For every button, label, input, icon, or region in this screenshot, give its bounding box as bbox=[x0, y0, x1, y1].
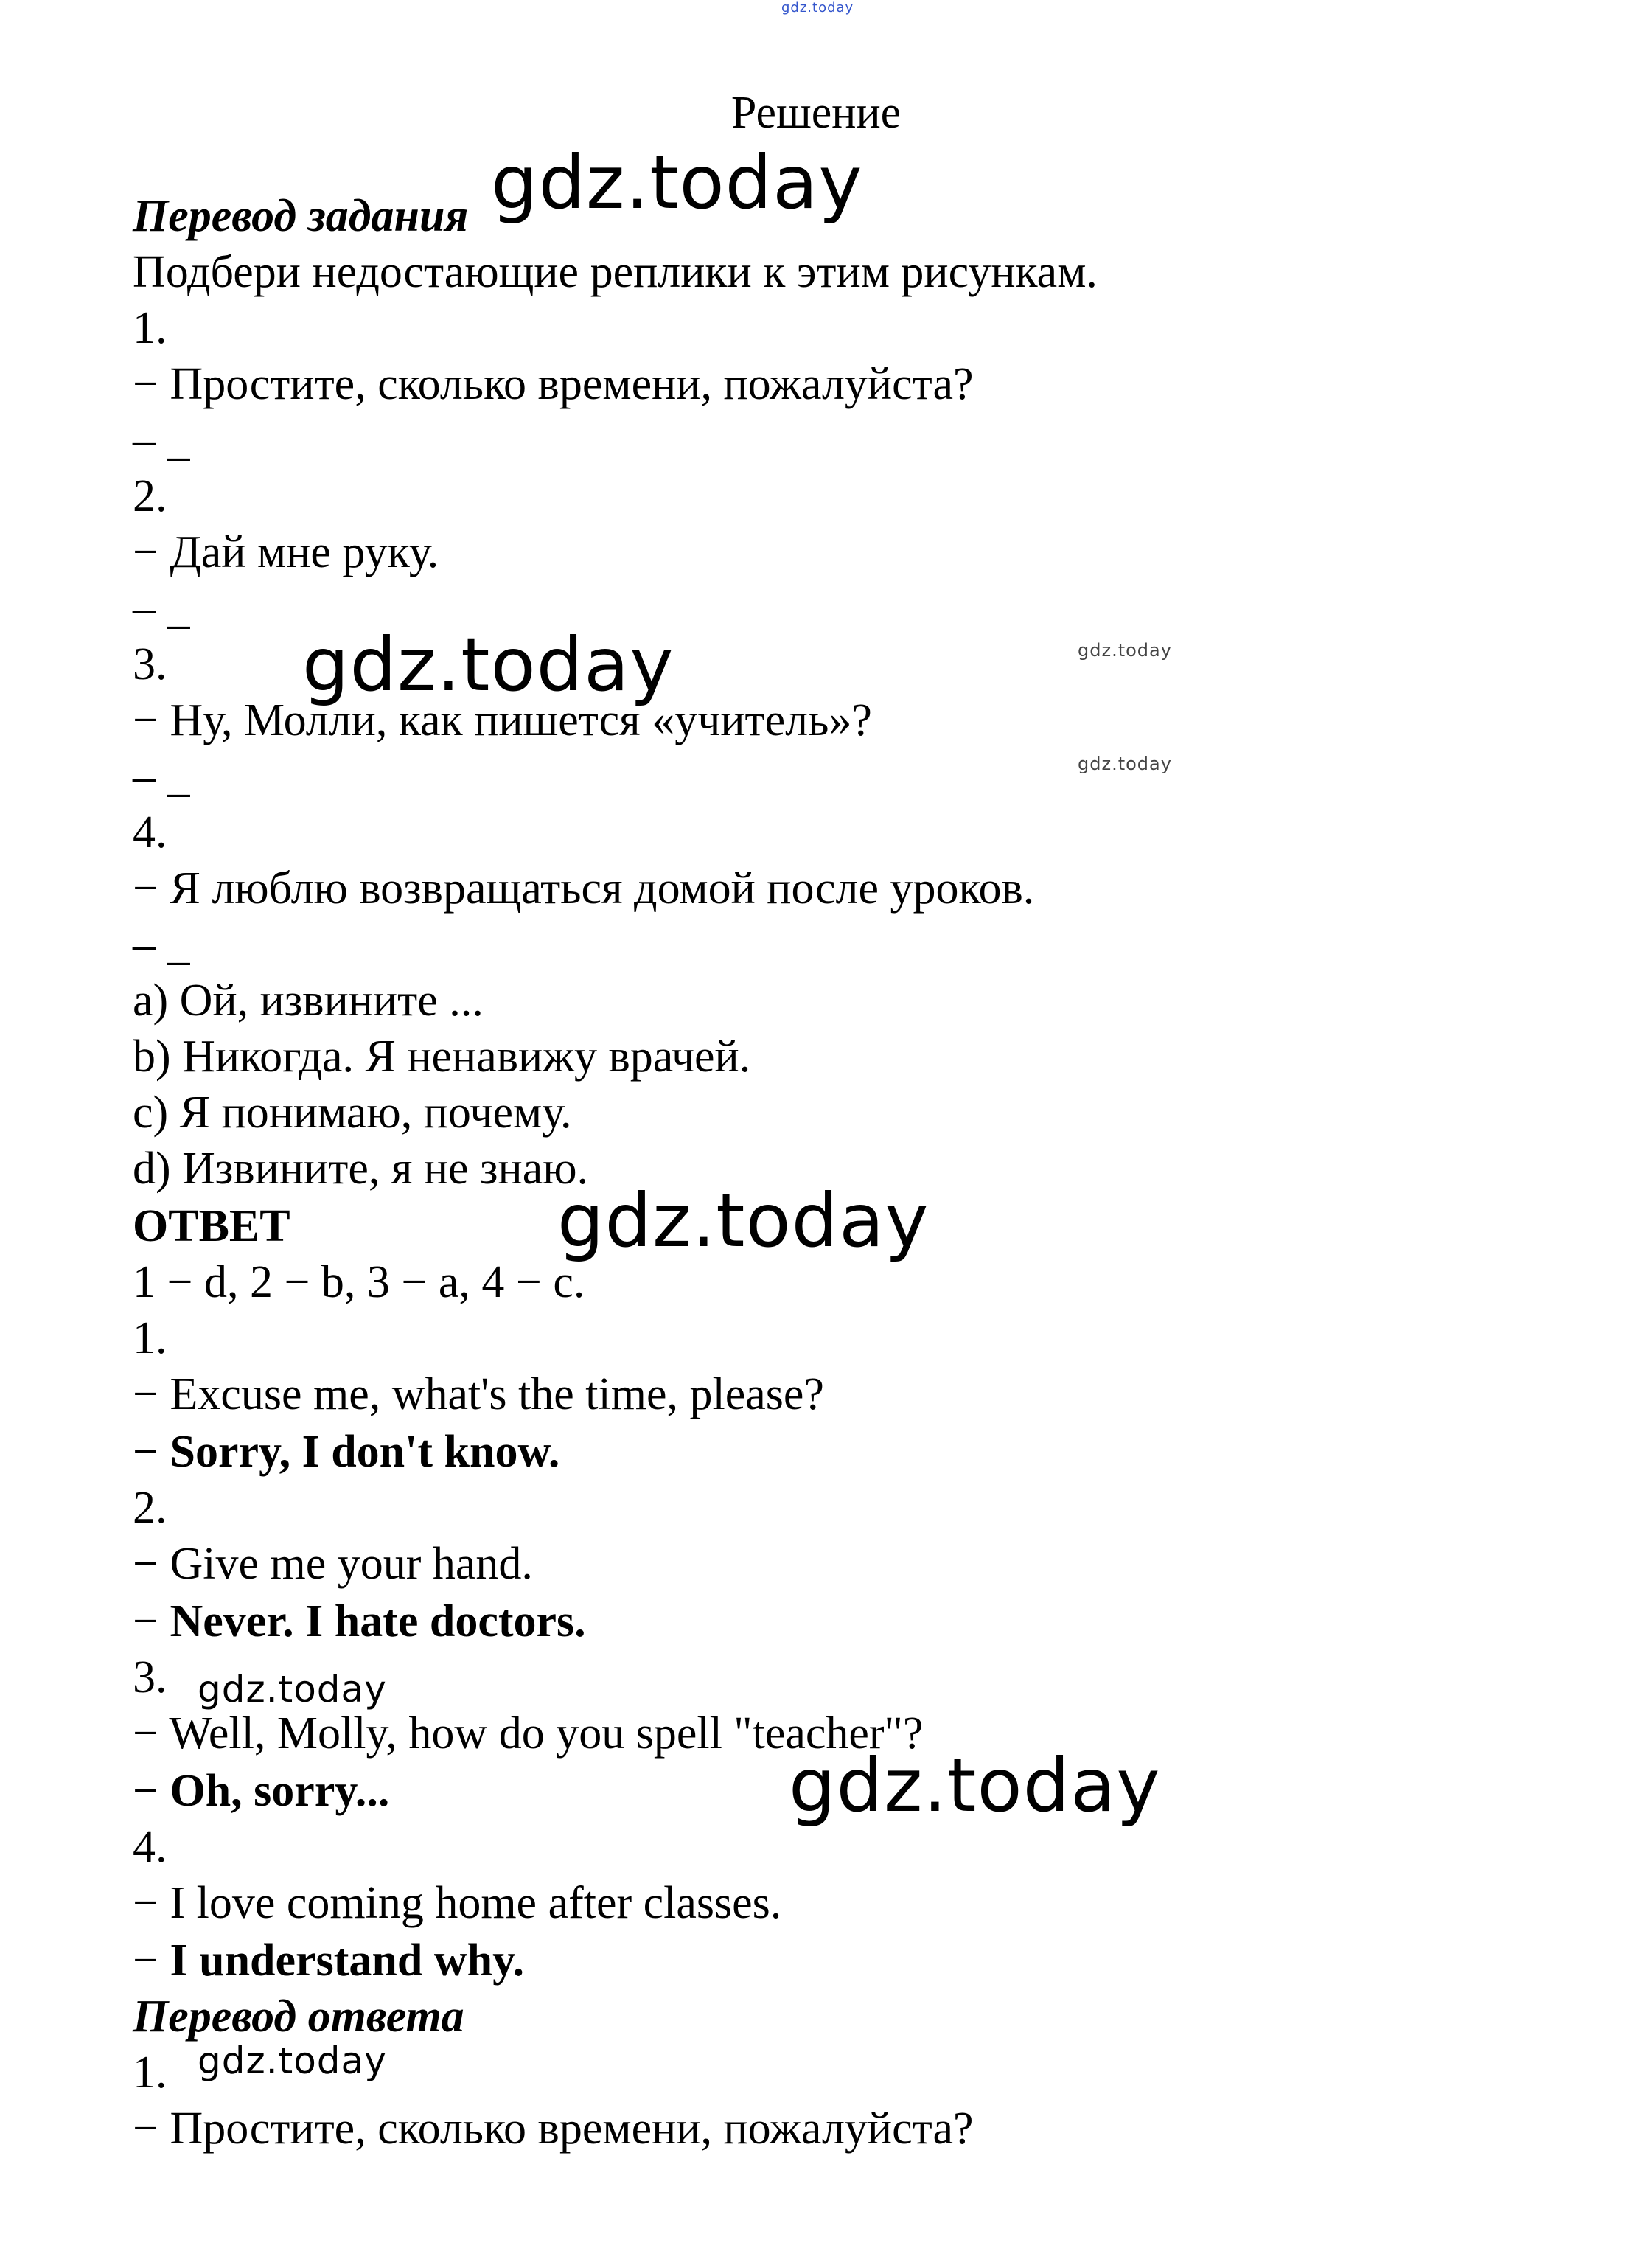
answer-dialog-3-reply-line bbox=[133, 1768, 389, 1814]
watermark-top: gdz.today bbox=[781, 0, 854, 15]
answer-dialog-3-reply: Oh, sorry... bbox=[170, 1766, 390, 1816]
answer-dialog-4-reply: I understand why. bbox=[170, 1935, 525, 1986]
watermark: gdz.today bbox=[491, 139, 863, 226]
answer-dialog-4-number: 4. bbox=[133, 1822, 167, 1872]
answer-heading: ОТВЕТ bbox=[133, 1201, 290, 1251]
page-title: Решение bbox=[730, 88, 902, 138]
reply-dash: − bbox=[133, 1596, 170, 1646]
task-dialog-1-number: 1. bbox=[133, 303, 167, 353]
watermark: gdz.today bbox=[1078, 754, 1172, 774]
task-dialog-4-line: − Я люблю возвращаться домой после уроков. bbox=[133, 863, 1035, 914]
task-dialog-4-blank: – _ bbox=[133, 919, 190, 970]
reply-dash: − bbox=[133, 1766, 170, 1816]
answer-key: 1 − d, 2 − b, 3 − a, 4 − c. bbox=[133, 1257, 585, 1307]
answer-dialog-1-reply-line bbox=[133, 1429, 559, 1475]
task-dialog-4-number: 4. bbox=[133, 807, 167, 858]
task-dialog-2-blank: – _ bbox=[133, 583, 190, 633]
watermark: gdz.today bbox=[302, 622, 674, 708]
answer-dialog-1-number: 1. bbox=[133, 1313, 167, 1363]
answer-dialog-3-number: 3. bbox=[133, 1652, 167, 1702]
task-dialog-3-number: 3. bbox=[133, 639, 167, 689]
answer-translation-line: − Простите, сколько времени, пожалуйста? bbox=[133, 2104, 974, 2154]
task-instruction: Подбери недостающие реплики к этим рисункам. bbox=[133, 247, 1098, 297]
task-dialog-2-line: − Дай мне руку. bbox=[133, 527, 439, 577]
answer-dialog-4-line: − I love coming home after classes. bbox=[133, 1878, 782, 1928]
watermark: gdz.today bbox=[1078, 640, 1172, 661]
task-dialog-1-line: − Простите, сколько времени, пожалуйста? bbox=[133, 359, 974, 409]
option-a: a) Ой, извините ... bbox=[133, 975, 484, 1026]
watermark: gdz.today bbox=[557, 1178, 930, 1264]
task-dialog-3-line: − Ну, Молли, как пишется «учитель»? bbox=[133, 695, 872, 745]
option-b: b) Никогда. Я ненавижу врачей. bbox=[133, 1032, 751, 1082]
watermark: gdz.today bbox=[198, 1668, 387, 1711]
answer-dialog-2-line: − Give me your hand. bbox=[133, 1539, 533, 1589]
option-d: d) Извините, я не знаю. bbox=[133, 1144, 589, 1194]
answer-dialog-4-reply-line bbox=[133, 1935, 525, 1986]
task-heading: Перевод задания bbox=[133, 191, 469, 241]
answer-dialog-2-reply: Never. I hate doctors. bbox=[170, 1596, 586, 1646]
watermark: gdz.today bbox=[198, 2039, 387, 2082]
option-c: c) Я понимаю, почему. bbox=[133, 1088, 572, 1138]
answer-dialog-2-number: 2. bbox=[133, 1483, 167, 1533]
task-dialog-2-number: 2. bbox=[133, 471, 167, 521]
answer-dialog-1-line: − Excuse me, what's the time, please? bbox=[133, 1369, 824, 1419]
task-dialog-1-blank: – _ bbox=[133, 415, 190, 465]
answer-dialog-1-reply: Sorry, I don't know. bbox=[170, 1427, 560, 1477]
answer-translation-number: 1. bbox=[133, 2048, 167, 2098]
watermark: gdz.today bbox=[789, 1742, 1161, 1829]
reply-dash: − bbox=[133, 1935, 170, 1986]
answer-translation-heading: Перевод ответа bbox=[133, 1992, 464, 2042]
answer-dialog-3-line: − Well, Molly, how do you spell "teacher"? bbox=[133, 1708, 924, 1759]
task-dialog-3-blank: – _ bbox=[133, 751, 190, 801]
answer-dialog-2-reply-line bbox=[133, 1596, 586, 1646]
reply-dash: − bbox=[133, 1427, 170, 1477]
